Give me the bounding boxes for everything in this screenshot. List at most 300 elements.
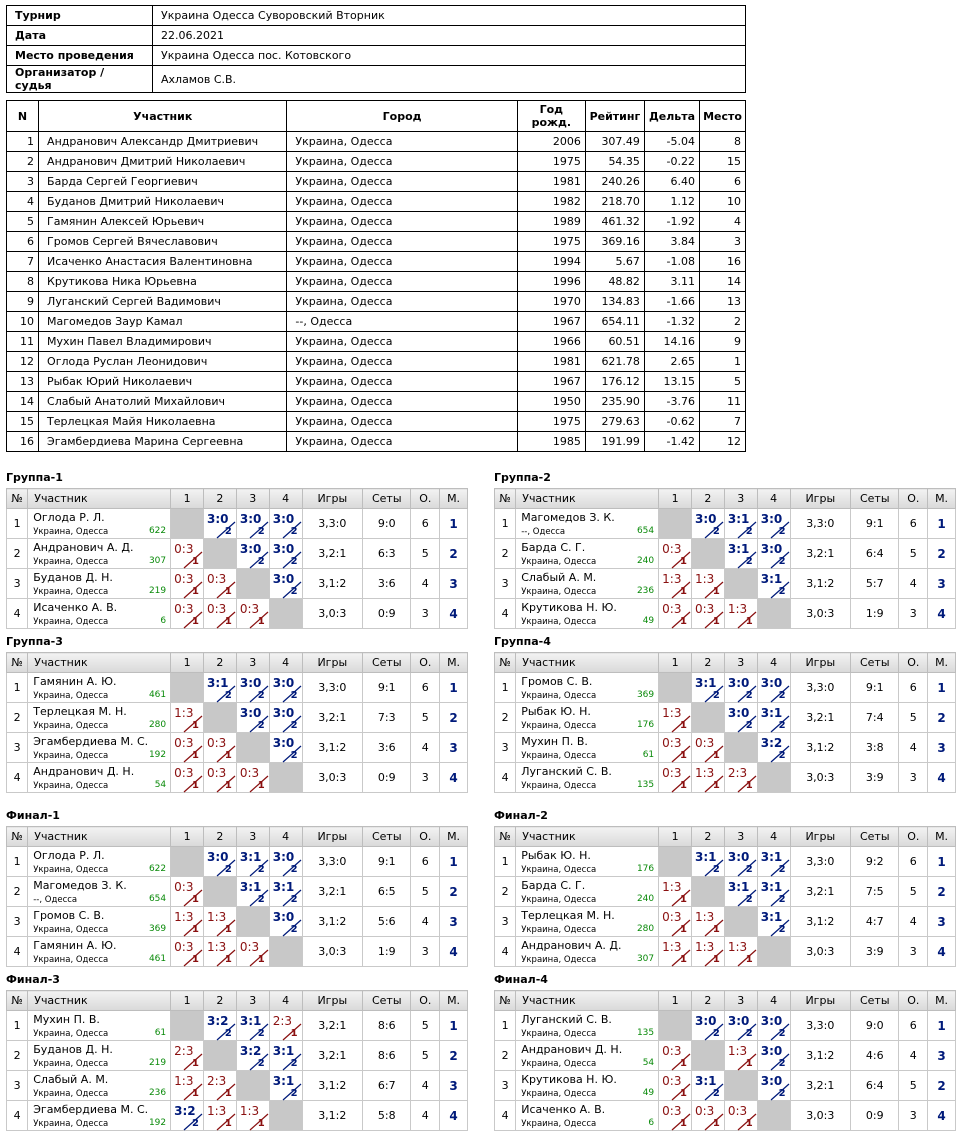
match-result-cell[interactable] [757,1071,790,1101]
match-result-cell[interactable] [757,569,790,599]
match-result-cell[interactable] [692,1071,725,1101]
col-header-games[interactable]: Игры [790,991,850,1011]
col-header-opponent-3[interactable]: 3 [724,653,757,673]
participant-name[interactable]: Исаченко А. В. [33,601,118,614]
participant-name[interactable]: Крутикова Н. Ю. [521,601,617,614]
match-result-cell[interactable] [659,877,692,907]
match-result-cell[interactable] [724,937,757,967]
participant-name[interactable]: Мухин П. В. [33,1013,100,1026]
match-result-cell[interactable] [724,599,757,629]
match-result-cell[interactable] [757,877,790,907]
col-header-points[interactable]: О. [411,489,440,509]
col-header-opponent-4[interactable]: 4 [757,489,790,509]
place-cell [440,703,468,733]
participant-name[interactable]: Терлецкая М. Н. [521,909,615,922]
match-result-cell[interactable] [171,907,204,937]
participant-name[interactable]: Магомедов З. К. [521,511,615,524]
match-result-cell[interactable] [757,1041,790,1071]
col-header-opponent-1[interactable]: 1 [659,653,692,673]
match-result-cell[interactable] [659,1071,692,1101]
participant-cell[interactable] [28,763,171,793]
match-points: 1 [224,1088,232,1099]
participant-city: Украина, Одесса [521,557,597,567]
match-result-cell[interactable] [269,569,302,599]
match-score: 0:3 [662,1104,682,1118]
col-header-opponent-3[interactable]: 3 [724,489,757,509]
col-header-place[interactable]: М. [928,653,956,673]
match-result-cell[interactable] [171,1101,204,1131]
match-result-cell[interactable] [236,877,269,907]
match-result-cell[interactable] [757,907,790,937]
participant-city: Украина, Одесса [33,587,109,597]
place-value: 4 [449,1108,458,1123]
match-result-cell[interactable] [692,733,725,763]
match-score: 1:3 [174,706,194,720]
col-header-sets[interactable]: Сеты [363,653,411,673]
match-score: 1:3 [174,1074,194,1088]
match-result-cell[interactable] [692,763,725,793]
match-result-cell[interactable] [171,877,204,907]
match-result-cell[interactable] [692,509,725,539]
place-value: 1 [937,854,946,869]
match-result-cell[interactable] [204,569,237,599]
col-header-opponent-1[interactable]: 1 [171,991,204,1011]
match-result-cell[interactable] [171,1071,204,1101]
match-result-cell[interactable] [236,539,269,569]
participant-name[interactable]: Рыбак Ю. Н. [521,705,591,718]
match-result-cell[interactable] [724,1041,757,1071]
participant-cell[interactable] [516,1071,659,1101]
participant-name[interactable]: Гамянин А. Ю. [33,675,117,688]
col-header-opponent-1[interactable]: 1 [171,827,204,847]
col-header-opponent-3[interactable]: 3 [724,827,757,847]
col-header-opponent-4[interactable]: 4 [269,991,302,1011]
match-score: 1:3 [207,910,227,924]
participant-name[interactable]: Магомедов З. К. [33,879,127,892]
participant-cell[interactable] [516,509,659,539]
col-header-number[interactable]: № [495,991,516,1011]
match-result-cell[interactable] [757,1011,790,1041]
participant-name[interactable]: Громов С. В. [521,675,593,688]
match-result-cell[interactable] [757,703,790,733]
col-header-number[interactable]: № [495,489,516,509]
col-header-opponent-2[interactable]: 2 [692,827,725,847]
col-header-place[interactable]: М. [440,653,468,673]
participant-cell[interactable] [28,703,171,733]
match-result-cell[interactable] [171,937,204,967]
participant-name[interactable]: Андранович Д. Н. [33,765,135,778]
match-score: 3:0 [760,676,783,690]
col-header-points[interactable]: О. [899,653,928,673]
participant-name[interactable]: Барда С. Г. [521,879,586,892]
participant-city: Украина, Одесса [521,865,597,875]
col-header-opponent-1[interactable]: 1 [171,489,204,509]
col-header-opponent-4[interactable]: 4 [757,827,790,847]
match-result-cell[interactable] [659,1101,692,1131]
match-result-cell[interactable] [757,733,790,763]
match-result-cell[interactable] [236,673,269,703]
match-result-cell[interactable] [204,599,237,629]
col-header-participant[interactable]: Участник [28,991,171,1011]
match-result-cell[interactable] [724,673,757,703]
participant-cell[interactable] [516,569,659,599]
participant-name[interactable]: Крутикова Н. Ю. [521,1073,617,1086]
match-score: 3:0 [272,706,295,720]
match-result-cell[interactable] [171,569,204,599]
match-result-cell[interactable] [692,673,725,703]
match-result-cell[interactable] [269,673,302,703]
participant-cell[interactable] [28,907,171,937]
match-result-cell[interactable] [204,1101,237,1131]
match-result-cell[interactable] [269,1041,302,1071]
col-header-opponent-4[interactable]: 4 [269,827,302,847]
match-result-cell[interactable] [269,847,302,877]
col-header-number[interactable]: № [7,653,28,673]
match-result-cell[interactable] [236,703,269,733]
match-result-cell[interactable] [204,733,237,763]
participant-cell[interactable] [516,673,659,703]
sets-value: 9:1 [851,673,899,703]
match-result-cell[interactable] [659,569,692,599]
col-header-participant: Участник [39,101,287,132]
match-result-cell[interactable] [659,907,692,937]
match-result-cell[interactable] [692,1011,725,1041]
match-points: 1 [680,556,687,567]
info-row [7,66,746,93]
player-number: 11 [7,332,39,352]
participant-city: Украина, Одесса [33,721,109,731]
match-result-cell[interactable] [204,907,237,937]
col-header-opponent-4[interactable]: 4 [269,653,302,673]
participant-cell[interactable] [28,599,171,629]
match-result-cell[interactable] [269,1011,302,1041]
match-points: 2 [290,1088,298,1099]
col-header-opponent-1[interactable]: 1 [659,489,692,509]
col-header-number[interactable]: № [495,653,516,673]
participant-name[interactable]: Гамянин А. Ю. [33,939,117,952]
col-header-points[interactable]: О. [411,653,440,673]
col-header-place[interactable]: М. [440,489,468,509]
col-header-opponent-2[interactable]: 2 [204,653,237,673]
player-delta: 1.12 [644,192,699,212]
participant-name[interactable]: Оглода Р. Л. [33,511,105,524]
points-value: 5 [411,539,440,569]
match-result-cell[interactable] [724,877,757,907]
participant-cell[interactable] [28,1041,171,1071]
match-result-cell[interactable] [204,673,237,703]
participant-cell[interactable] [28,1101,171,1131]
points-value: 5 [411,703,440,733]
player-name: Крутикова Ника Юрьевна [39,272,287,292]
col-header-number[interactable]: № [7,827,28,847]
match-result-cell[interactable] [269,539,302,569]
col-header-games[interactable]: Игры [302,827,362,847]
participant-cell[interactable] [28,539,171,569]
col-header-opponent-2[interactable]: 2 [692,489,725,509]
player-rating: 240.26 [585,172,644,192]
sets-value: 8:6 [363,1011,411,1041]
col-header-participant[interactable]: Участник [516,827,659,847]
participant-name[interactable]: Слабый А. М. [521,571,597,584]
col-header-participant[interactable]: Участник [28,653,171,673]
match-result-cell[interactable] [692,847,725,877]
row-number: 2 [7,1041,28,1071]
match-result-cell[interactable] [269,509,302,539]
col-header-opponent-4[interactable]: 4 [757,991,790,1011]
match-result-cell[interactable] [236,1041,269,1071]
col-header-participant[interactable]: Участник [28,827,171,847]
participant-cell[interactable] [516,539,659,569]
match-result-cell[interactable] [692,599,725,629]
col-header-games[interactable]: Игры [302,489,362,509]
col-header-participant[interactable]: Участник [516,653,659,673]
col-header-place[interactable]: М. [928,489,956,509]
col-header-opponent-3[interactable]: 3 [236,653,269,673]
match-result-cell[interactable] [692,569,725,599]
group-row [7,703,468,733]
participant-cell[interactable] [516,937,659,967]
match-result-cell[interactable] [269,1071,302,1101]
match-result-cell[interactable] [757,847,790,877]
match-result-cell[interactable] [171,539,204,569]
match-result-cell[interactable] [204,1011,237,1041]
match-result-cell[interactable] [269,703,302,733]
col-header-opponent-4[interactable]: 4 [269,489,302,509]
col-header-place[interactable]: М. [440,991,468,1011]
games-value: 3,2:1 [302,703,362,733]
participant-name[interactable]: Буданов Д. Н. [33,1043,113,1056]
match-result-cell[interactable] [757,539,790,569]
col-header-opponent-3[interactable]: 3 [236,827,269,847]
match-result-cell[interactable] [724,1011,757,1041]
col-header-place[interactable]: М. [928,827,956,847]
points-value: 6 [411,509,440,539]
col-header-opponent-2[interactable]: 2 [692,991,725,1011]
match-result-cell[interactable] [724,539,757,569]
player-rating: 191.99 [585,432,644,452]
match-result-cell[interactable] [659,733,692,763]
points-value: 3 [411,599,440,629]
col-header-participant[interactable]: Участник [516,991,659,1011]
match-result-cell[interactable] [692,1101,725,1131]
col-header-sets[interactable]: Сеты [851,827,899,847]
match-score: 1:3 [207,1104,227,1118]
player-name: Громов Сергей Вячеславович [39,232,287,252]
self-match-cell [204,539,237,569]
col-header-opponent-4[interactable]: 4 [757,653,790,673]
match-result-cell[interactable] [724,1101,757,1131]
match-result-cell[interactable] [171,763,204,793]
match-result-cell[interactable] [692,907,725,937]
match-result-cell[interactable] [171,599,204,629]
participant-cell[interactable] [28,509,171,539]
match-result-cell[interactable] [171,1041,204,1071]
match-result-cell[interactable] [236,599,269,629]
match-result-cell[interactable] [659,539,692,569]
col-header-opponent-2[interactable]: 2 [692,653,725,673]
match-result-cell[interactable] [724,509,757,539]
player-place: 2 [700,312,746,332]
participant-cell[interactable] [516,1011,659,1041]
match-points: 1 [712,616,720,627]
col-header-games[interactable]: Игры [790,827,850,847]
match-result-cell[interactable] [236,847,269,877]
col-header-sets[interactable]: Сеты [851,489,899,509]
player-birth-year: 1975 [517,232,585,252]
match-result-cell[interactable] [724,703,757,733]
col-header-sets[interactable]: Сеты [363,489,411,509]
participant-cell[interactable] [28,937,171,967]
match-result-cell[interactable] [757,509,790,539]
participant-name[interactable]: Андранович А. Д. [521,939,622,952]
player-birth-year: 1950 [517,392,585,412]
participant-name[interactable]: Луганский С. В. [521,1013,612,1026]
player-rating: 60.51 [585,332,644,352]
match-points: 1 [192,894,199,905]
participant-cell[interactable] [516,877,659,907]
match-result-cell[interactable] [692,937,725,967]
participant-name[interactable]: Буданов Д. Н. [33,571,113,584]
col-header-games[interactable]: Игры [302,653,362,673]
participant-name[interactable]: Исаченко А. В. [521,1103,606,1116]
col-header-opponent-3[interactable]: 3 [724,991,757,1011]
group-row [495,1101,956,1131]
col-header-number[interactable]: № [7,991,28,1011]
match-result-cell[interactable] [236,509,269,539]
col-header-number[interactable]: № [7,489,28,509]
match-result-cell[interactable] [204,1071,237,1101]
participant-cell[interactable] [28,1011,171,1041]
match-points: 2 [224,526,232,537]
match-result-cell[interactable] [269,907,302,937]
col-header-sets[interactable]: Сеты [363,991,411,1011]
participant-name[interactable]: Эгамбердиева М. С. [33,735,149,748]
sets-value: 7:5 [851,877,899,907]
participant-cell[interactable] [28,733,171,763]
col-header-points[interactable]: О. [899,991,928,1011]
col-header-opponent-3[interactable]: 3 [236,991,269,1011]
col-header-number[interactable]: № [495,827,516,847]
match-result-cell[interactable] [236,763,269,793]
participant-name[interactable]: Оглода Р. Л. [33,849,105,862]
participant-name[interactable]: Андранович А. Д. [33,541,134,554]
participant-name[interactable]: Слабый А. М. [33,1073,109,1086]
participant-cell[interactable] [28,673,171,703]
col-header-opponent-1[interactable]: 1 [171,653,204,673]
participant-rating: 135 [636,780,655,790]
participant-cell[interactable] [28,877,171,907]
col-header-place[interactable]: М. [928,991,956,1011]
col-header-opponent-3[interactable]: 3 [236,489,269,509]
col-header-games[interactable]: Игры [790,653,850,673]
match-result-cell[interactable] [659,763,692,793]
row-number: 3 [7,569,28,599]
match-result-cell[interactable] [724,847,757,877]
match-result-cell[interactable] [724,763,757,793]
col-header-sets[interactable]: Сеты [851,653,899,673]
participant-cell[interactable] [28,569,171,599]
participant-cell[interactable] [516,1101,659,1131]
self-match-cell [204,1041,237,1071]
participant-name[interactable]: Барда С. Г. [521,541,586,554]
participant-name[interactable]: Андранович Д. Н. [521,1043,623,1056]
col-header-opponent-1[interactable]: 1 [659,827,692,847]
col-header-sets[interactable]: Сеты [851,991,899,1011]
col-header-place[interactable]: М. [440,827,468,847]
col-header-opponent-2[interactable]: 2 [204,991,237,1011]
match-result-cell[interactable] [204,847,237,877]
match-result-cell[interactable] [204,937,237,967]
col-header-opponent-2[interactable]: 2 [204,489,237,509]
match-result-cell[interactable] [236,937,269,967]
participant-name[interactable]: Эгамбердиева М. С. [33,1103,149,1116]
col-header-points[interactable]: О. [411,991,440,1011]
self-match-cell [269,937,302,967]
col-header-opponent-1[interactable]: 1 [659,991,692,1011]
participant-cell[interactable] [516,733,659,763]
match-points: 2 [257,1058,265,1069]
participant-cell[interactable] [516,907,659,937]
participant-city: Украина, Одесса [33,781,109,791]
col-header-participant[interactable]: Участник [28,489,171,509]
group-table [494,652,956,793]
participant-cell[interactable] [516,763,659,793]
participant-cell[interactable] [28,847,171,877]
match-result-cell[interactable] [236,1101,269,1131]
match-result-cell[interactable] [171,703,204,733]
self-match-cell [757,763,790,793]
player-number: 9 [7,292,39,312]
col-header-points[interactable]: О. [899,489,928,509]
place-value: 1 [937,1018,946,1033]
player-city: Украина, Одесса [287,132,517,152]
participant-name[interactable]: Терлецкая М. Н. [33,705,127,718]
match-score: 3:0 [695,1014,717,1028]
participant-name[interactable]: Луганский С. В. [521,765,612,778]
participant-cell[interactable] [28,1071,171,1101]
participant-cell[interactable] [516,703,659,733]
participant-cell[interactable] [516,847,659,877]
col-header-games[interactable]: Игры [790,489,850,509]
match-result-cell[interactable] [236,1011,269,1041]
self-match-cell [269,1101,302,1131]
col-header-points[interactable]: О. [411,827,440,847]
participant-name[interactable]: Громов С. В. [33,909,105,922]
match-result-cell[interactable] [659,599,692,629]
match-result-cell[interactable] [171,733,204,763]
col-header-sets[interactable]: Сеты [363,827,411,847]
col-header-participant[interactable]: Участник [516,489,659,509]
match-result-cell[interactable] [659,937,692,967]
col-header-points[interactable]: О. [899,827,928,847]
player-place: 14 [700,272,746,292]
match-result-cell[interactable] [659,1041,692,1071]
participant-cell[interactable] [516,599,659,629]
match-result-cell[interactable] [204,763,237,793]
participant-cell[interactable] [516,1041,659,1071]
match-score: 0:3 [695,1104,715,1118]
participant-name[interactable]: Мухин П. В. [521,735,588,748]
participant-name[interactable]: Рыбак Ю. Н. [521,849,591,862]
match-result-cell[interactable] [659,703,692,733]
col-header-games[interactable]: Игры [302,991,362,1011]
match-result-cell[interactable] [204,509,237,539]
match-result-cell[interactable] [269,877,302,907]
col-header-opponent-2[interactable]: 2 [204,827,237,847]
match-result-cell[interactable] [757,673,790,703]
player-rating: 134.83 [585,292,644,312]
match-result-cell[interactable] [269,733,302,763]
